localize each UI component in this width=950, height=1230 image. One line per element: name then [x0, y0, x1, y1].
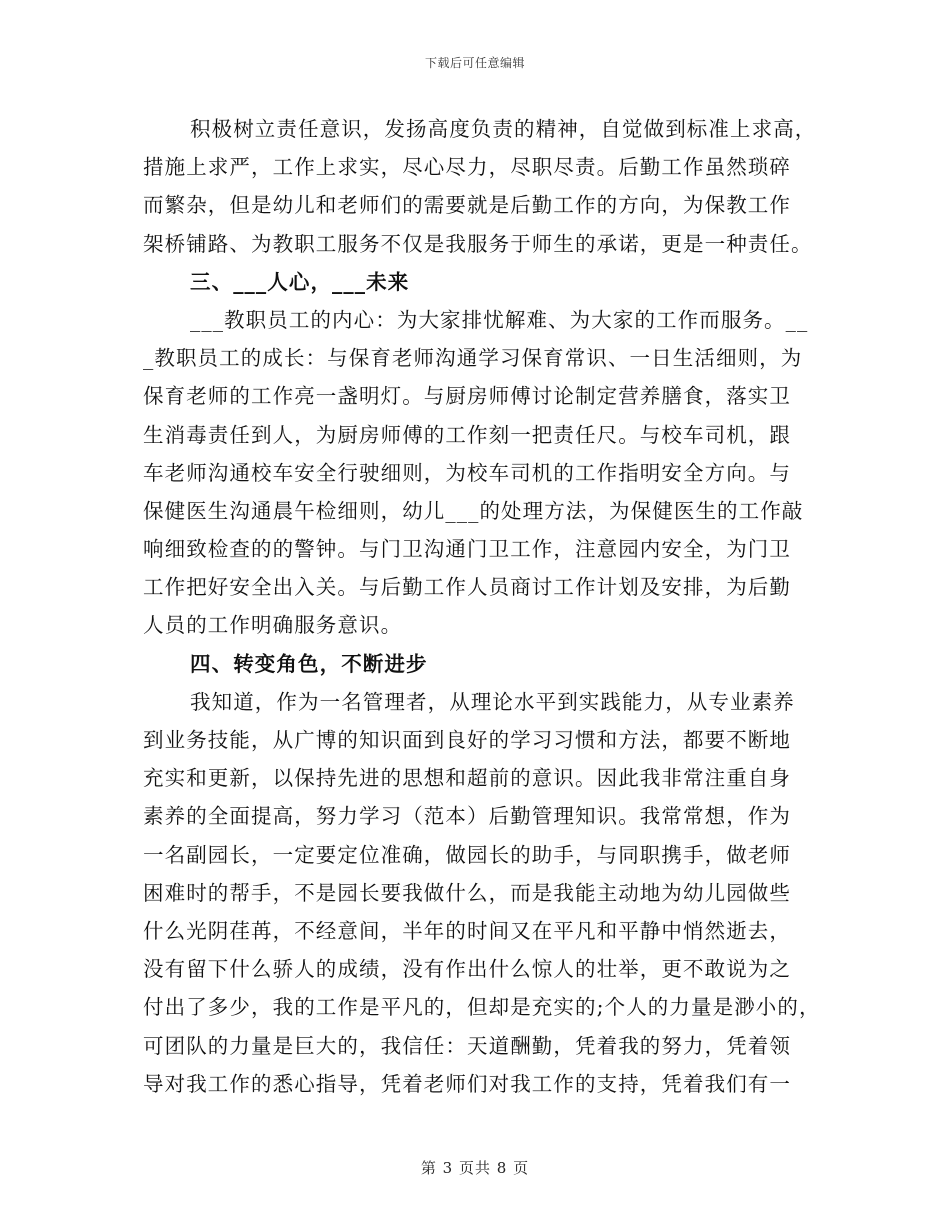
paragraph-line: 而繁杂，但是幼儿和老师们的需要就是后勤工作的方向，为保教工作	[143, 193, 791, 218]
paragraph-line: 到业务技能，从广博的知识面到良好的学习习惯和方法，都要不断地	[143, 728, 791, 752]
paragraph-line: 充实和更新，以保持先进的思想和超前的意识。因此我非常注重自身	[143, 766, 791, 791]
paragraph-line: 我知道，作为一名管理者，从理论水平到实践能力，从专业素养	[190, 689, 795, 714]
paragraph-line: 素养的全面提高，努力学习（范本）后勤管理知识。我常常想，作为	[143, 804, 791, 829]
paragraph-line: _教职员工的成长：与保育老师沟通学习保育常识、一日生活细则，为	[143, 346, 803, 371]
section-heading: 三、___人心，___未来	[190, 269, 410, 294]
paragraph-line: 困难时的帮手，不是园长要我做什么，而是我能主动地为幼儿园做些	[143, 880, 791, 905]
page-number: 第 3 页共 8 页	[420, 1159, 530, 1177]
paragraph-line: 响细致检查的的警钟。与门卫沟通门卫工作，注意园内安全，为门卫	[143, 537, 791, 562]
paragraph-line: 生消毒责任到人，为厨房师傅的工作刻一把责任尺。与校车司机，跟	[143, 422, 791, 447]
paragraph-line: 车老师沟通校车安全行驶细则，为校车司机的工作指明安全方向。与	[143, 460, 791, 485]
section-heading: 四、转变角色，不断进步	[190, 651, 428, 676]
paragraph-line: 保健医生沟通晨午检细则，幼儿___的处理方法，为保健医生的工作敲	[143, 498, 804, 523]
paragraph-line: 措施上求严，工作上求实，尽心尽力，尽职尽责。后勤工作虽然琐碎	[143, 155, 791, 180]
paragraph-line: 积极树立责任意识，发扬高度负责的精神，自觉做到标准上求高，	[190, 117, 817, 141]
paragraph-line: 保育老师的工作亮一盏明灯。与厨房师傅讨论制定营养膳食，落实卫	[143, 384, 791, 409]
page-header: 下载后可任意编辑	[424, 56, 525, 70]
paragraph-line: 没有留下什么骄人的成绩，没有作出什么惊人的壮举，更不敢说为之	[143, 957, 791, 982]
paragraph-line: 架桥铺路、为教职工服务不仅是我服务于师生的承诺，更是一种责任。	[143, 231, 813, 256]
paragraph-line: 工作把好安全出入关。与后勤工作人员商讨工作计划及安排，为后勤	[143, 575, 791, 600]
paragraph-line: ___教职员工的内心：为大家排忧解难、为大家的工作而服务。__	[190, 307, 809, 332]
paragraph-line: 什么光阴荏苒，不经意间，半年的时间又在平凡和平静中悄然逝去，	[143, 918, 791, 943]
paragraph-line: 一名副园长，一定要定位准确，做园长的助手，与同职携手，做老师	[143, 842, 791, 867]
paragraph-line: 人员的工作明确服务意识。	[143, 613, 403, 638]
paragraph-line: 付出了多少，我的工作是平凡的，但却是充实的;个人的力量是渺小的，	[143, 995, 821, 1020]
paragraph-line: 导对我工作的悉心指导，凭着老师们对我工作的支持，凭着我们有一	[143, 1071, 791, 1096]
paragraph-line: 可团队的力量是巨大的，我信任：天道酬勤，凭着我的努力，凭着领	[143, 1033, 791, 1058]
document-body	[143, 110, 823, 1103]
